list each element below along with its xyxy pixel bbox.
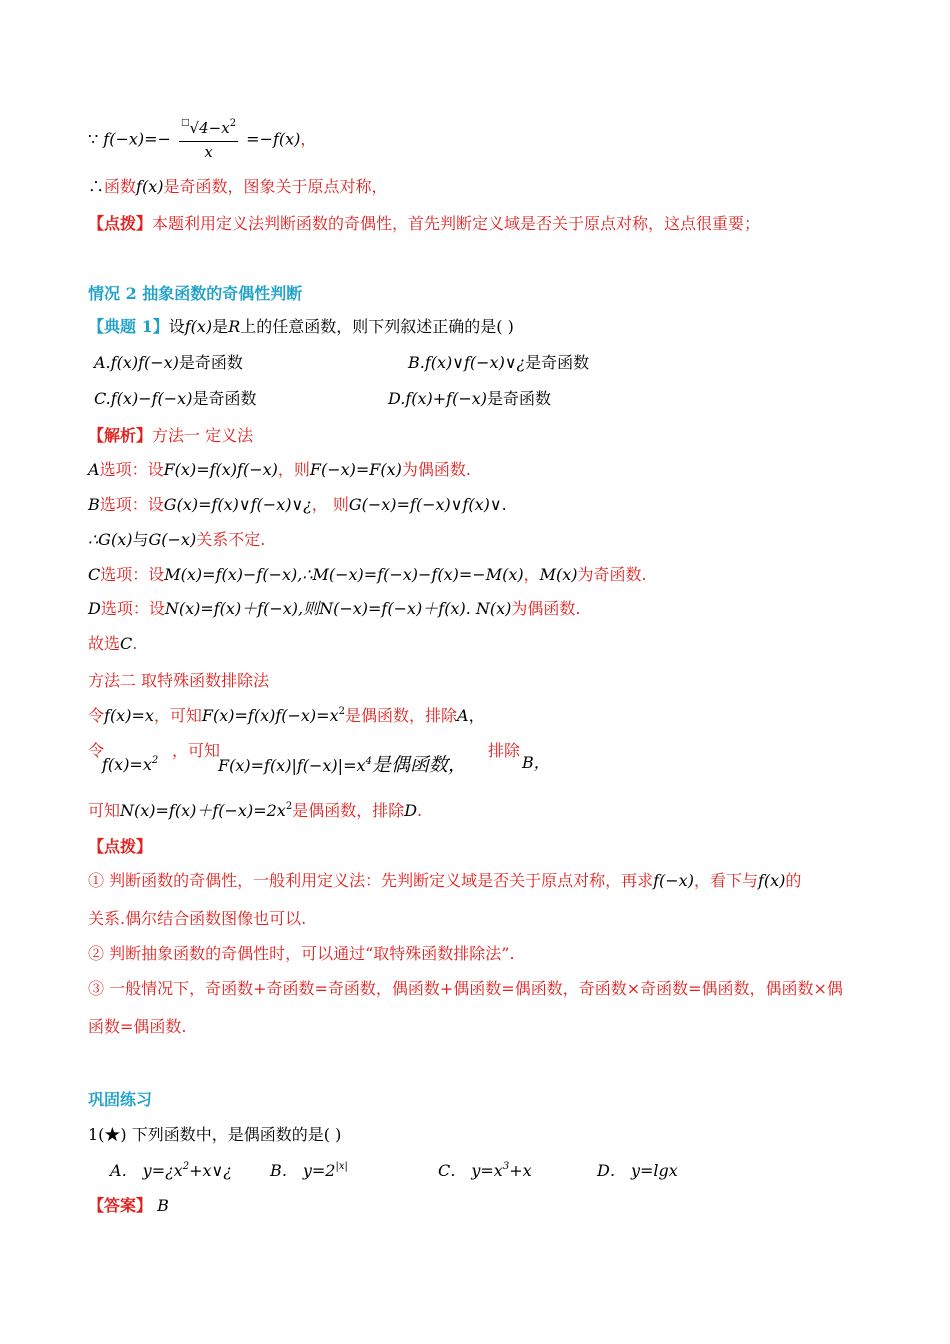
math: ∴G(x): [88, 530, 133, 549]
tip1: [88, 870, 801, 892]
text: 故选: [88, 634, 121, 653]
math: f(x)=x: [104, 706, 154, 725]
because-symbol: ∵: [88, 129, 99, 149]
exponent: 4: [365, 756, 372, 767]
text: 函数: [104, 177, 137, 196]
text: 是偶函数，: [371, 754, 467, 776]
exponent: |x|: [335, 1161, 348, 1172]
fraction-denominator: x: [204, 143, 213, 161]
text: ，可知: [153, 706, 202, 725]
numerator-text: √4−x: [189, 119, 230, 137]
fraction: [179, 118, 238, 162]
math: N(x): [475, 599, 512, 618]
opt-letter: C: [88, 565, 101, 584]
opt-letter: D: [88, 599, 101, 618]
case2-heading: 情况 2 抽象函数的奇偶性判断: [88, 284, 303, 303]
text: 选项：设: [99, 460, 164, 479]
text: ，: [468, 706, 485, 725]
answer-line: [88, 1195, 169, 1217]
math: C: [120, 634, 133, 653]
tip2: ② 判断抽象函数的奇偶性时，可以通过“取特殊函数排除法”.: [88, 944, 515, 963]
opt-letter: B: [88, 495, 100, 514]
text: 关系不定.: [196, 530, 266, 549]
math: M(x): [539, 565, 578, 584]
math: f(x): [184, 317, 213, 336]
analysis-D: [88, 598, 580, 620]
q1-option-D: [597, 1160, 678, 1182]
option-math: y=lgx: [630, 1161, 678, 1180]
math-group: [218, 754, 467, 780]
text: 是偶函数，排除: [344, 706, 457, 725]
analysis-label: 【解析】: [88, 426, 153, 445]
math: G(x)=f(x)∨f(−x)∨¿: [163, 495, 312, 514]
text: 的: [785, 871, 802, 890]
tip1-cont: 关系.偶尔结合函数图像也可以.: [88, 909, 307, 928]
math-group: [522, 752, 550, 774]
math: f(x): [136, 177, 164, 196]
math: G(−x): [148, 530, 197, 549]
math: f(x): [757, 871, 786, 890]
math: F(x)=f(x)|f(−x)|=x: [218, 756, 366, 775]
text: 是偶函数，排除: [292, 801, 405, 820]
math: G(−x)=f(−x)∨f(x)∨: [348, 495, 502, 514]
text: 为偶函数.: [511, 599, 581, 618]
answer-label: 【答案】: [88, 1196, 153, 1215]
example-question: [88, 316, 514, 338]
option-math: +x: [509, 1161, 532, 1180]
math: R: [228, 317, 241, 336]
math: D: [404, 801, 418, 820]
analysis-G: [88, 529, 265, 551]
rhs-math: =−f(x): [246, 129, 301, 149]
option-label: B．: [270, 1161, 298, 1180]
option-label: D．: [597, 1161, 626, 1180]
option-D: [388, 388, 551, 410]
option-math: y=2: [302, 1161, 336, 1180]
analysis-A: [88, 459, 471, 481]
option-text: 是奇函数: [192, 389, 257, 408]
tip-text: 本题利用定义法判断函数的奇偶性，首先判断定义域是否关于原点对称，这点很重要；: [152, 214, 761, 233]
option-math: y=¿x: [142, 1161, 183, 1180]
text: 为奇函数.: [577, 565, 647, 584]
option-math: +x∨¿: [189, 1161, 232, 1180]
text: 是: [212, 317, 229, 336]
analysis-C: [88, 564, 647, 586]
method2-line1: [88, 705, 485, 730]
text: 设: [168, 317, 185, 336]
option-A: [94, 352, 243, 374]
math: F(x)=f(x)f(−x): [163, 460, 278, 479]
text: ，看下与: [693, 871, 758, 890]
text: 可知: [88, 801, 121, 820]
option-math: A.f(x)f(−x): [94, 353, 179, 372]
tip3: ③ 一般情况下，奇函数+奇函数=奇函数，偶函数+偶函数=偶函数，奇函数×奇函数=偶函数，偶函数×偶: [88, 979, 843, 998]
tip-label: 【点拨】: [88, 214, 153, 233]
option-text: 是奇函数: [178, 353, 243, 372]
option-label: A．: [110, 1161, 138, 1180]
example-label: 【典题 1】: [88, 317, 169, 336]
math: f(x)=x: [102, 755, 152, 774]
therefore-symbol: ∴: [88, 177, 105, 196]
math: B: [522, 753, 534, 772]
method2-line3: [88, 800, 422, 825]
intro-line-2: [88, 176, 387, 198]
text: ，: [533, 753, 550, 772]
text: ， 则: [311, 495, 349, 514]
text: 为偶函数.: [401, 460, 471, 479]
text: .: [417, 801, 423, 820]
q1-option-B: [270, 1160, 348, 1185]
math: N(x)=f(x)＋f(−x),则N(−x)=f(−x)＋f(x): [164, 599, 466, 618]
text: .: [132, 634, 138, 653]
option-text: 是奇函数: [525, 353, 590, 372]
math: F(−x)=F(x): [309, 460, 402, 479]
exponent: 2: [285, 801, 293, 812]
analysis-header: [88, 425, 253, 447]
exponent: 3: [502, 1161, 510, 1172]
lhs-math: f(−x)=−: [103, 129, 171, 149]
question-text: 下列函数中，是偶函数的是( ): [131, 1125, 342, 1144]
answer-value: B: [157, 1196, 169, 1215]
exponent: 2: [151, 755, 159, 766]
text: 排除: [488, 741, 521, 760]
text: 与: [132, 530, 149, 549]
text: ，则: [277, 460, 310, 479]
text: 令: [88, 741, 105, 760]
text: .: [501, 495, 507, 514]
tip-label-2: 【点拨】: [88, 837, 153, 856]
fraction-numerator: [179, 118, 238, 142]
opt-letter: A: [88, 460, 100, 479]
math: N(x)=f(x)＋f(−x)=2x: [120, 801, 286, 820]
analysis-B: [88, 494, 507, 516]
intro-line-1: [88, 118, 316, 162]
root-box: □: [181, 118, 190, 128]
exponent: 2: [182, 1161, 190, 1172]
option-math: B.f(x)∨f(−x)∨¿: [408, 353, 526, 372]
line-tail: ，: [300, 129, 317, 149]
q1-option-C: [438, 1160, 532, 1185]
exponent: 2: [338, 706, 345, 717]
text: ，可知: [172, 741, 221, 760]
practice-heading: 巩固练习: [88, 1090, 153, 1109]
numerator-exp: 2: [229, 118, 237, 129]
text: 选项：设: [100, 565, 165, 584]
q1-option-A: [110, 1160, 232, 1185]
option-math: C.f(x)−f(−x): [94, 389, 193, 408]
math: f(−x): [653, 871, 694, 890]
text: 令: [88, 706, 105, 725]
text: 选项：设: [100, 599, 165, 618]
option-math: y=x: [471, 1161, 503, 1180]
text: 是奇函数，图象关于原点对称，: [163, 177, 388, 196]
option-B: [408, 352, 589, 374]
text: .: [465, 599, 476, 618]
question-number: 1(★): [88, 1125, 127, 1144]
intro-tip: [88, 213, 760, 235]
method1: 方法一 定义法: [152, 426, 254, 445]
text: 选项：设: [99, 495, 164, 514]
question-1: [88, 1124, 341, 1146]
option-text: 是奇函数: [487, 389, 552, 408]
choose-line: [88, 633, 137, 655]
tip3-cont: 函数=偶函数.: [88, 1017, 187, 1036]
text: ① 判断函数的奇偶性，一般利用定义法：先判断定义域是否关于原点对称，再求: [88, 871, 654, 890]
math: M(x)=f(x)−f(−x),∴M(−x)=f(−x)−f(x)=−M(x): [164, 565, 524, 584]
option-label: C．: [438, 1161, 467, 1180]
math: F(x)=f(x)f(−x)=x: [201, 706, 339, 725]
option-C: [94, 388, 256, 410]
text: 上的任意函数，则下列叙述正确的是( ): [240, 317, 514, 336]
text: ，: [523, 565, 540, 584]
math-group: [102, 754, 158, 779]
math: A: [457, 706, 469, 725]
method2-heading: 方法二 取特殊函数排除法: [88, 671, 270, 690]
option-math: D.f(x)+f(−x): [388, 389, 488, 408]
